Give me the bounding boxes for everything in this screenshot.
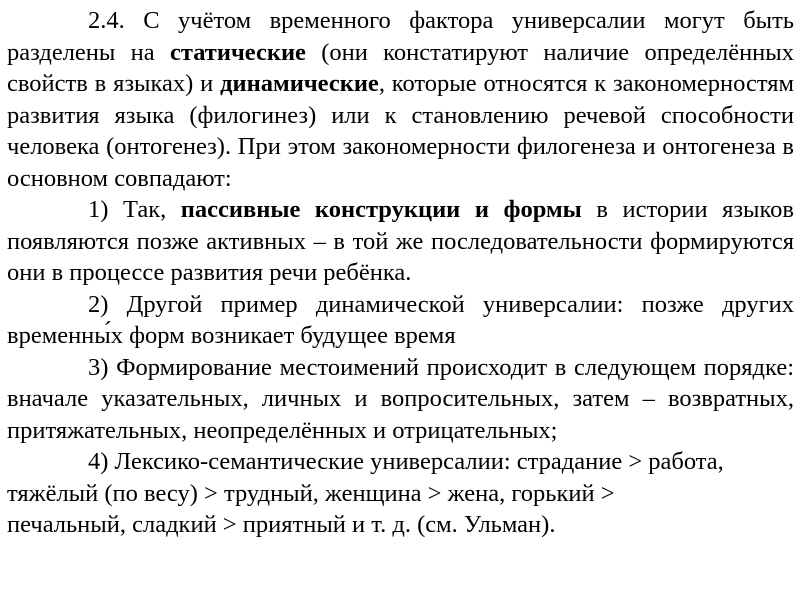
item-3-text: 3) Формирование местоимений происходит в следующем порядке: вначале указательных, личных и вопросительных, затем – возвратных, притяжательных, неопределённых и отрицательных; (7, 353, 794, 444)
term-static: статические (169, 38, 306, 66)
intro-text-b: (они констатируют наличие определённых свойств в языках) и (7, 38, 795, 97)
paragraph-item-2 (7, 289, 794, 352)
intro-text-c: , которые относятся к закономерностям развития языка (филогинез) или к становлению речевой способности человека (онтогенез). При этом закономерности филогенеза и онтогенеза в основном совпадают: (7, 70, 794, 192)
term-dynamic: динамические (220, 70, 379, 97)
intro-text-a: 2.4. С учётом временного фактора универсалии могут быть разделены на (7, 7, 794, 66)
paragraph-item-4 (7, 446, 794, 478)
item-4-line-3: печальный, сладкий > приятный и т. д. (см. Ульман). (7, 511, 556, 538)
item-2-text: 2) Другой пример динамической универсалии: позже других временны́х форм возникает будущее время (7, 290, 794, 349)
item-4-line-2: тяжёлый (по весу) > трудный, женщина > жена, горький > (7, 479, 615, 507)
item-1-text-a: 1) Так, (88, 196, 181, 223)
paragraph-item-4-continued (7, 478, 794, 541)
paragraph-item-1 (7, 194, 794, 289)
paragraph-universals-intro (7, 5, 794, 194)
item-1-text-b: в истории языков появляются позже активных – в той же последовательности формируются они в процессе развития речи ребёнка. (7, 196, 795, 286)
term-passive-constructions: пассивные конструкции и формы (180, 196, 582, 223)
paragraph-item-3 (7, 352, 794, 447)
item-4-line-1: 4) Лексико-семантические универсалии: страдание > работа, (88, 448, 724, 475)
